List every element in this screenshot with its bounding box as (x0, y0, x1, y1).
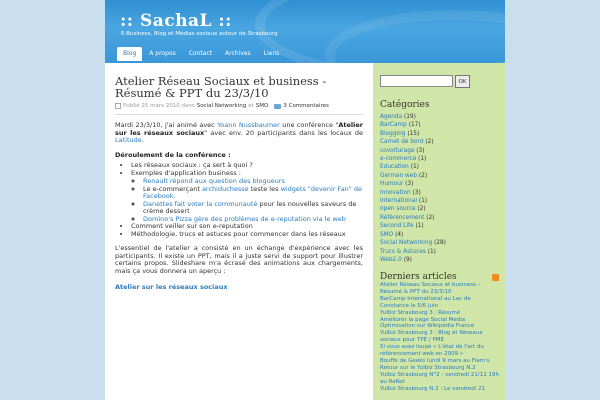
category-item (380, 138, 499, 146)
main-area (105, 63, 505, 400)
link-yoann[interactable]: Yoann Nussbaumer (217, 121, 280, 129)
category-link[interactable]: Agenda (380, 114, 403, 120)
category-count: (2) (418, 172, 428, 179)
nav-archives[interactable]: Archives (225, 50, 251, 57)
slideshare-link[interactable]: Atelier sur les réseaux sociaux (115, 283, 228, 291)
search-button[interactable]: OK (455, 75, 470, 88)
recent-post-link[interactable]: Si vous avez loupé « L'état de l'art du référencement web en 2009 » (380, 344, 484, 357)
post-date: Publié 25 mars 2010 dans (123, 103, 195, 109)
recent-post-link[interactable]: BarCamp International au Lac de Constance le 5/6 juin (380, 296, 471, 309)
post-paragraph (115, 122, 363, 145)
post-paragraph: L'essentiel de l'atelier a consisté en un échange d'expérience avec les participants. Il existe un PPT, mais il a juste servi de support pour illustrer certains propos. Slideshare m'a écrasé des animations aux chargements, mais ça vous donnera un aperçu : (115, 244, 363, 275)
category-item (380, 113, 499, 121)
post-meta (115, 103, 363, 109)
comment-icon (274, 104, 281, 109)
category-item (380, 180, 499, 188)
category-link[interactable]: Second Life (380, 223, 414, 230)
category-count: (1) (427, 248, 436, 255)
category-link[interactable]: German web (380, 172, 418, 179)
text: . (141, 136, 144, 144)
calendar-icon (115, 103, 121, 109)
category-item (380, 172, 499, 180)
list-item: • Comment veiller sur son e-reputation (131, 223, 363, 231)
category-count: (2) (417, 206, 426, 213)
text: pour les nouvelles saveurs de crème dessert (143, 199, 357, 215)
recent-post-link[interactable]: Atelier Réseau Sociaux et business - Résumé & PPT du 23/3/10 (380, 282, 480, 295)
category-item (380, 222, 499, 230)
text: une conférence " (279, 121, 339, 129)
category-link[interactable]: Social Networking (380, 240, 433, 247)
recent-post-link[interactable]: Yulbiz Strasbourg 3 : Blog et Réseaux sociaux pour TPE / PME (380, 330, 483, 344)
text: teste les (248, 184, 281, 193)
category-item (380, 121, 499, 129)
link-renault[interactable]: Renault répond aux question des blogueurs (143, 177, 285, 185)
category-count: (1) (418, 156, 427, 163)
category-link[interactable]: e-commerce (380, 156, 417, 163)
category-item (380, 231, 499, 239)
section-title: Déroulement de la conférence : (115, 150, 231, 159)
nav-a-propos[interactable]: A propos (149, 50, 176, 57)
category-count: (3) (412, 189, 421, 196)
category-item (380, 147, 499, 155)
meta-and: et (248, 103, 254, 109)
category-count: (9) (403, 256, 412, 263)
rss-icon[interactable] (492, 274, 499, 281)
nav-blog[interactable]: Blog (117, 47, 142, 61)
agenda-list (131, 162, 363, 238)
list-item (131, 170, 363, 224)
category-count: (2) (425, 139, 434, 146)
category-link[interactable]: Trucs & Astuces (380, 248, 426, 255)
recent-post-link[interactable]: Yulbiz Strasbourg 3 : Résumé (380, 309, 461, 316)
site-header (105, 0, 505, 63)
text: . (173, 192, 176, 200)
search-input[interactable] (380, 75, 453, 87)
category-link[interactable]: International (380, 198, 417, 205)
category-count: (2) (426, 214, 435, 221)
recent-post-link[interactable]: Améliorer la page Social Media Optimisation sur Wikipédia France (380, 316, 475, 330)
categories-list (380, 113, 499, 264)
search-form (380, 75, 499, 88)
comments-link[interactable]: 3 Commentaires (283, 103, 329, 109)
category-item (380, 205, 499, 213)
recent-post-link[interactable]: Yulbiz Strasbourg N°2 : vendredi 21/11 19h au RaRot (380, 372, 499, 385)
category-item (380, 256, 499, 264)
category-count: (1) (410, 164, 419, 171)
nav-contact[interactable]: Contact (188, 50, 213, 57)
category-link[interactable]: SMO (380, 231, 394, 238)
site-title[interactable]: :: SachaL :: (120, 11, 232, 31)
sidebar (373, 63, 505, 400)
link-latitude[interactable]: Latitude (115, 136, 142, 144)
recent-post-link[interactable]: Retour sur le Yulbiz Strasbourg N.2 (380, 364, 476, 371)
category-item (380, 163, 499, 171)
post-title[interactable]: Atelier Réseau Sociaux et business - Résumé & PPT du 23/3/10 (115, 74, 327, 100)
category-link[interactable]: Humour (380, 181, 404, 188)
category-item (380, 155, 499, 163)
examples-list (143, 178, 363, 223)
list-item: • Méthodologie, trucs et astuces pour commencer dans les réseaux (131, 231, 363, 239)
list-item (143, 186, 363, 201)
main-nav (117, 47, 286, 61)
list-item-text: Exemples d'application business : (131, 168, 241, 177)
categories-title: Catégories (380, 100, 430, 110)
recent-post-link[interactable]: Bouffe de Geeks lundi 9 mars au Flam's (380, 357, 490, 364)
bold-text: Atelier sur les réseaux sociaux (115, 121, 364, 137)
category-link[interactable]: open source (380, 206, 416, 213)
list-item (143, 201, 363, 216)
post-content (105, 63, 373, 400)
category-count: (1) (418, 198, 428, 205)
category-count: (1) (415, 223, 424, 230)
nav-liens[interactable]: Liens (263, 50, 280, 57)
section-heading (115, 152, 363, 160)
recent-header (380, 272, 499, 282)
divider (115, 114, 363, 115)
category-count: (4) (395, 231, 404, 238)
category-link[interactable]: Web2.0 (380, 256, 402, 263)
link-dominos[interactable]: Domino's Pizza gère des problèmes de e-reputation via le web (143, 214, 346, 223)
category-item (380, 248, 499, 256)
category-link[interactable]: Référencement (380, 214, 425, 221)
category-link[interactable]: covoiturage (380, 147, 415, 154)
list-item: • Les réseaux sociaux : ça sert à quoi ? (131, 162, 363, 170)
category-count: (3) (416, 147, 425, 154)
category-link[interactable]: Social Networking (196, 103, 247, 109)
category-link[interactable]: BarCamp (380, 122, 407, 129)
category-count: (15) (407, 130, 420, 137)
category-count: (28) (434, 240, 446, 247)
category-link[interactable]: Carnet de bord (380, 139, 424, 146)
category-count: (17) (408, 122, 421, 129)
category-item (380, 197, 499, 205)
category-item (380, 189, 499, 197)
text: " avec env. 20 participants dans les locaux de (204, 128, 364, 137)
recent-post-link[interactable]: Yulbiz Strasbourg N.2 : Le vendredi 21 (380, 385, 486, 392)
category-link[interactable]: Education (380, 164, 409, 171)
text: Le e-commerçant (143, 184, 202, 193)
category-link[interactable]: SMO (255, 103, 269, 109)
category-link[interactable]: Blogging (380, 130, 406, 137)
link-danettes[interactable]: Danettes fait voter la communauté (143, 199, 258, 208)
link-archiduchesse[interactable]: archiduchesse (201, 184, 249, 193)
category-item (380, 130, 499, 138)
text: Mardi 23/3/10, j'ai animé avec (115, 121, 218, 129)
category-count: (19) (403, 114, 416, 120)
recent-posts-list (380, 282, 499, 392)
category-item (380, 214, 499, 222)
category-item (380, 239, 499, 247)
recent-title: Derniers articles (380, 272, 457, 283)
category-count: (3) (405, 181, 414, 188)
category-link[interactable]: Innovation (380, 189, 411, 196)
link-widgets[interactable]: widgets "devenir Fan" de Facebook (143, 184, 362, 200)
site-description: E-Business, Blog et Médias sociaux autour de Strasbourg (121, 31, 278, 37)
